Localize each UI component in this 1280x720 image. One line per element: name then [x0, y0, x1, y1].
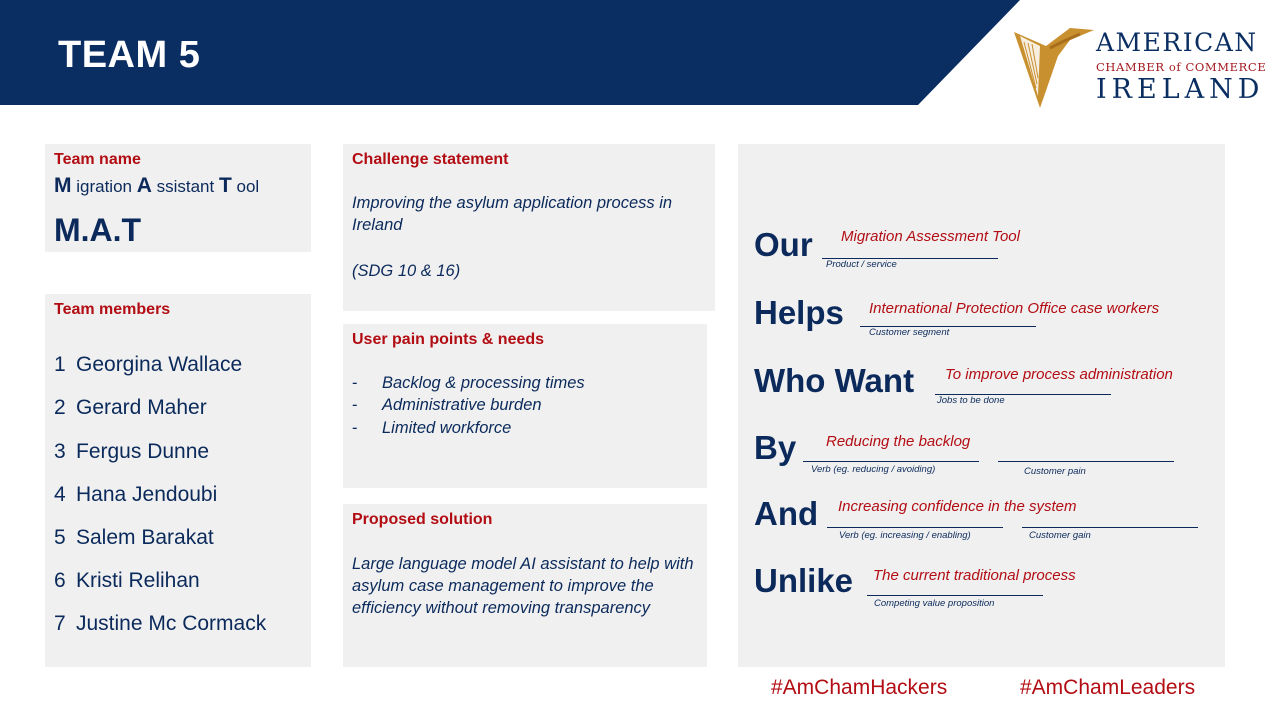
- vp-line-unlike: [867, 595, 1043, 596]
- vp-line-by-pain: [998, 461, 1174, 462]
- vp-label-and: And: [754, 495, 819, 532]
- pain-point-text: Administrative burden: [382, 396, 542, 414]
- vp-value-helps: International Protection Office case workers: [869, 300, 1160, 317]
- team-members-card: [45, 294, 311, 667]
- vp-value-by: Reducing the backlog: [826, 433, 971, 450]
- word-rest-3: ool: [231, 177, 260, 196]
- vp-value-who-want: To improve process administration: [945, 366, 1173, 383]
- member-item: [54, 353, 242, 377]
- member-name: Justine Mc Cormack: [76, 612, 267, 635]
- team-members-heading: Team members: [54, 301, 171, 318]
- initial-a: A: [136, 174, 152, 197]
- member-name: Georgina Wallace: [76, 353, 243, 376]
- team-name-full: [54, 174, 259, 198]
- member-name: Hana Jendoubi: [76, 483, 218, 506]
- vp-hint-and: Verb (eg. increasing / enabling): [839, 530, 971, 541]
- vp-hint-helps: Customer segment: [869, 327, 950, 338]
- vp-value-and: Increasing confidence in the system: [838, 498, 1077, 515]
- member-item: [54, 396, 207, 420]
- hashtag-leaders: #AmChamLeaders: [1020, 676, 1196, 699]
- logo-text-ireland: IRELAND: [1096, 74, 1265, 105]
- page-title: TEAM 5: [58, 34, 201, 76]
- vp-label-helps: Helps: [754, 294, 844, 331]
- vp-hint-unlike: Competing value proposition: [874, 598, 995, 609]
- pain-point-text: Backlog & processing times: [382, 374, 585, 392]
- pain-point-item: - Limited workforce: [352, 419, 512, 437]
- member-name: Kristi Relihan: [76, 569, 200, 592]
- member-name: Fergus Dunne: [76, 440, 210, 463]
- pain-point-text: Limited workforce: [382, 419, 512, 437]
- challenge-sdg: (SDG 10 & 16): [352, 262, 461, 280]
- member-number: 3: [54, 440, 66, 463]
- member-item: [54, 569, 200, 593]
- vp-label-who-want: Who Want: [754, 362, 915, 399]
- vp-line-and-gain: [1022, 527, 1198, 528]
- team-name-heading: Team name: [54, 151, 141, 168]
- vp-label-unlike: Unlike: [754, 562, 854, 599]
- initial-t: T: [218, 174, 232, 197]
- vp-hint-by: Verb (eg. reducing / avoiding): [811, 464, 936, 475]
- initial-m: M: [54, 174, 72, 197]
- member-number: 6: [54, 569, 66, 592]
- member-number: 2: [54, 396, 66, 419]
- member-item: [54, 526, 214, 550]
- word-rest-1: igration: [71, 177, 137, 196]
- member-item: [54, 483, 217, 507]
- value-proposition-card: [738, 144, 1225, 667]
- vp-label-by: By: [754, 429, 797, 466]
- logo-text-american: AMERICAN: [1096, 28, 1258, 57]
- pain-points-heading: User pain points & needs: [352, 331, 545, 348]
- vp-value-our: Migration Assessment Tool: [841, 228, 1020, 245]
- challenge-card: [343, 144, 715, 311]
- solution-text: Large language model AI assistant to help with asylum case management to improve the efficiency without removing transparency: [352, 555, 694, 617]
- vp-label-our: Our: [754, 226, 813, 263]
- member-number: 4: [54, 483, 66, 506]
- vp-hint-our: Product / service: [826, 259, 897, 270]
- vp-hint-by-pain: Customer pain: [1024, 466, 1086, 477]
- member-item: [54, 440, 209, 464]
- team-name-card: [45, 144, 311, 252]
- challenge-text: Improving the asylum application process in Ireland: [352, 194, 673, 234]
- member-name: Gerard Maher: [76, 396, 207, 419]
- member-number: 1: [54, 353, 66, 376]
- vp-value-unlike: The current traditional process: [873, 567, 1076, 584]
- vp-hint-and-gain: Customer gain: [1029, 530, 1091, 541]
- pain-points-card: [343, 324, 707, 488]
- vp-line-by: [803, 461, 979, 462]
- vp-line-and: [827, 527, 1003, 528]
- challenge-heading: Challenge statement: [352, 151, 509, 168]
- amcham-logo: [1008, 22, 1267, 112]
- vp-hint-who-want: Jobs to be done: [937, 395, 1005, 406]
- member-number: 5: [54, 526, 66, 549]
- word-rest-2: ssistant: [151, 177, 219, 196]
- solution-card: [343, 504, 707, 667]
- member-item: [54, 612, 266, 636]
- harp-eagle-logo-icon: [1010, 26, 1096, 108]
- hashtag-hackers: #AmChamHackers: [771, 676, 948, 699]
- pain-point-item: - Administrative burden: [352, 396, 542, 414]
- logo-text-chamber: CHAMBER of COMMERCE: [1096, 60, 1267, 74]
- pain-point-item: - Backlog & processing times: [352, 374, 585, 392]
- member-name: Salem Barakat: [76, 526, 214, 549]
- solution-heading: Proposed solution: [352, 511, 493, 528]
- team-abbreviation: M.A.T: [54, 212, 142, 248]
- member-number: 7: [54, 612, 66, 635]
